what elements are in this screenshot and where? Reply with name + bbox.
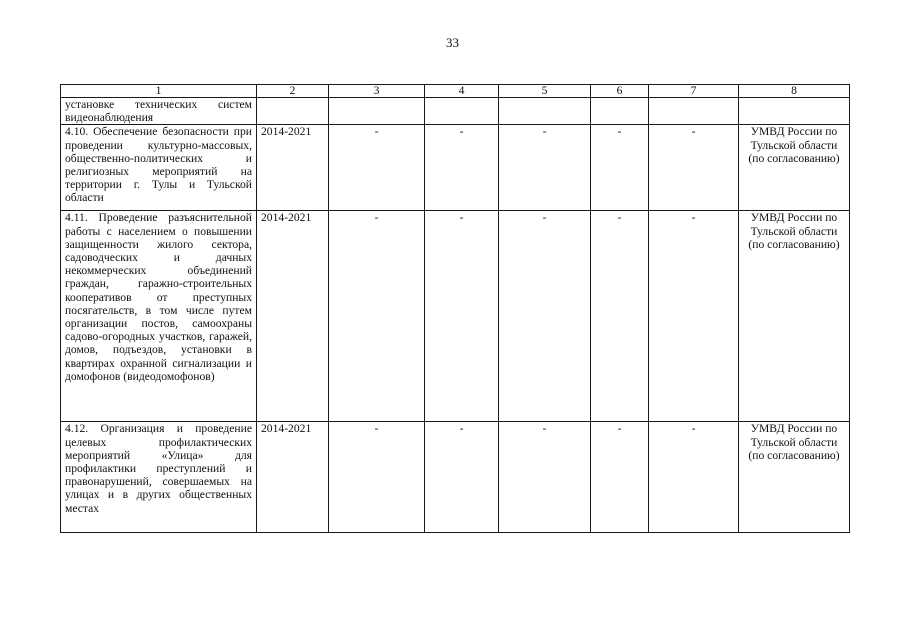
value-cell: - <box>425 211 499 422</box>
value-cell: - <box>649 211 739 422</box>
value-cell <box>649 98 739 125</box>
value-cell: - <box>591 211 649 422</box>
activity-cell: 4.11. Проведение разъяснительной работы с населением о повышении защищенности жилого сектора, садоводческих и дачных некоммерческих объединений граждан, гаражно-строительных кооперативов от преступных посягательств, в том числе путем организации постов, самоохраны садово-огородных участков, гаражей, домов, подъездов, установки в квартирах охранной сигнализации и домофонов (видеодомофонов) <box>61 211 257 422</box>
activity-cell: установке технических систем видеонаблюдения <box>61 98 257 125</box>
period-cell: 2014-2021 <box>257 422 329 533</box>
value-cell: - <box>591 125 649 211</box>
header-cell: 5 <box>499 85 591 98</box>
value-cell: - <box>425 125 499 211</box>
value-cell: - <box>591 422 649 533</box>
value-cell <box>499 98 591 125</box>
header-cell: 3 <box>329 85 425 98</box>
header-cell: 2 <box>257 85 329 98</box>
period-cell <box>257 98 329 125</box>
activity-cell: 4.12. Организация и проведение целевых профилактических мероприятий «Улица» для профилактики преступлений и правонарушений, совершаемых на улицах и в других общественных местах <box>61 422 257 533</box>
responsible-cell: УМВД России по Тульской области (по согласованию) <box>739 211 850 422</box>
header-cell: 8 <box>739 85 850 98</box>
value-cell: - <box>425 422 499 533</box>
responsible-cell <box>739 98 850 125</box>
header-row <box>61 85 850 98</box>
value-cell: - <box>499 125 591 211</box>
table-row <box>61 211 850 422</box>
responsible-cell: УМВД России по Тульской области (по согласованию) <box>739 125 850 211</box>
period-cell: 2014-2021 <box>257 211 329 422</box>
measures-table <box>60 84 850 533</box>
period-cell: 2014-2021 <box>257 125 329 211</box>
value-cell <box>329 98 425 125</box>
table-row <box>61 98 850 125</box>
value-cell: - <box>499 211 591 422</box>
header-cell: 4 <box>425 85 499 98</box>
value-cell: - <box>329 422 425 533</box>
value-cell: - <box>329 125 425 211</box>
value-cell <box>591 98 649 125</box>
header-cell: 1 <box>61 85 257 98</box>
value-cell <box>425 98 499 125</box>
value-cell: - <box>499 422 591 533</box>
header-cell: 6 <box>591 85 649 98</box>
value-cell: - <box>329 211 425 422</box>
table-row <box>61 125 850 211</box>
value-cell: - <box>649 422 739 533</box>
header-cell: 7 <box>649 85 739 98</box>
table-row <box>61 422 850 533</box>
responsible-cell: УМВД России по Тульской области (по согласованию) <box>739 422 850 533</box>
value-cell: - <box>649 125 739 211</box>
page-number: 33 <box>446 35 459 50</box>
activity-cell: 4.10. Обеспечение безопасности при проведении культурно-массовых, общественно-политических и религиозных мероприятий на территории г. Тулы и Тульской области <box>61 125 257 211</box>
